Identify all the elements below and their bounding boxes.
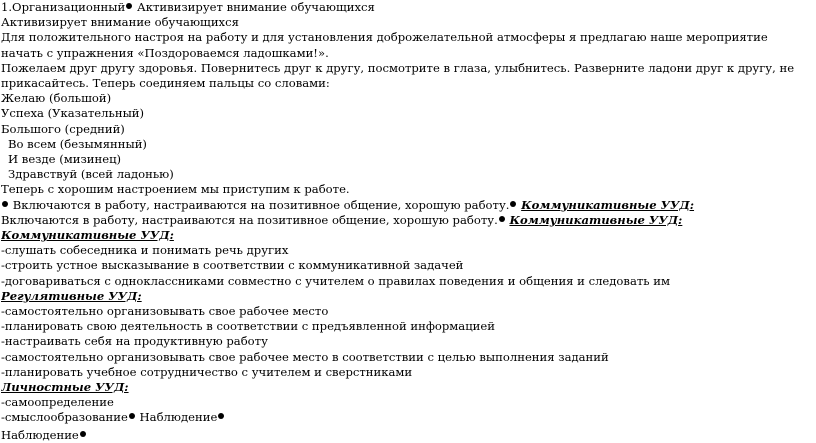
text-line (1, 198, 816, 213)
finger-line: Большого (средний) (1, 121, 125, 136)
observation-text: Наблюдение (1, 427, 79, 442)
bullet-icon (499, 216, 505, 222)
finger-line: Во всем (безымянный) (8, 136, 147, 151)
finger-line: Желаю (большой) (1, 91, 112, 106)
text-line: Активизирует внимание обучающихся (1, 15, 239, 30)
section-heading-regulatory (1, 289, 816, 304)
stage-goal: Активизирует внимание обучающихся (136, 0, 375, 14)
list-item: -настраивать себя на продуктивную работу (1, 334, 268, 349)
stage-heading (1, 0, 816, 15)
section-heading: Личностные УУД: (1, 380, 129, 395)
section-heading-communicative (1, 228, 816, 243)
finger-line: Успеха (Указательный) (1, 106, 145, 121)
intro-paragraph: Для положительного настроя на работу и для установления доброжелательной атмосферы я предлагаю наше мероприятие начать с упражнения «Поздороваемся ладошками!». (1, 30, 768, 60)
instruction-paragraph: Пожелаем друг другу здоровья. Повернитесь друг к другу, посмотрите в глаза, улыбнитесь. Разверните ладони друг к другу, не прикасайтесь. Теперь соединяем пальцы со словами: (1, 60, 795, 91)
section-heading: Коммуникативные УУД: (521, 197, 695, 212)
section-heading: Коммуникативные УУД: (509, 212, 683, 227)
list-item: -планировать учебное сотрудничество с учителем и сверстниками (1, 364, 413, 379)
finger-line: И везде (мизинец) (8, 152, 122, 167)
list-item: -самоопределение (1, 395, 114, 410)
bullet-icon (2, 201, 8, 207)
finger-line: Здравствуй (всей ладонью) (8, 167, 174, 182)
bullet-icon (80, 431, 86, 437)
bullet-icon (218, 413, 224, 419)
observation-text: Наблюдение (139, 410, 218, 425)
bullet-icon (129, 413, 135, 419)
list-item: -планировать свою деятельность в соответствии с предъявленной информацией (1, 319, 495, 334)
bullet-icon (510, 201, 516, 207)
list-item-text: -смыслообразование (1, 410, 128, 425)
text-line (1, 428, 816, 443)
section-heading-personal (1, 380, 816, 395)
bullet-icon (126, 3, 132, 9)
list-item: -самостоятельно организовывать свое рабочее место (1, 304, 329, 319)
activity-text: Включаются в работу, настраиваются на позитивное общение, хорошую работу. (1, 212, 498, 227)
section-heading: Регулятивные УУД: (1, 288, 142, 303)
list-item: -самостоятельно организовывать свое рабочее место в соответствии с целью выполнения заданий (1, 349, 609, 364)
activity-text: Включаются в работу, настраиваются на позитивное общение, хорошую работу. (12, 197, 510, 212)
section-heading: Коммуникативные УУД: (1, 228, 174, 243)
list-item (1, 410, 816, 425)
list-item: -договариваться с одноклассниками совместно с учителем о правилах поведения и общения и следовать им (1, 273, 671, 288)
list-item: -строить устное высказывание в соответствии с коммуникативной задачей (1, 258, 464, 273)
stage-title: 1.Организационный (1, 0, 126, 14)
text-line: Теперь с хорошим настроением мы приступим к работе. (1, 182, 350, 197)
list-item: -слушать собеседника и понимать речь других (1, 243, 289, 258)
text-line (1, 213, 816, 228)
